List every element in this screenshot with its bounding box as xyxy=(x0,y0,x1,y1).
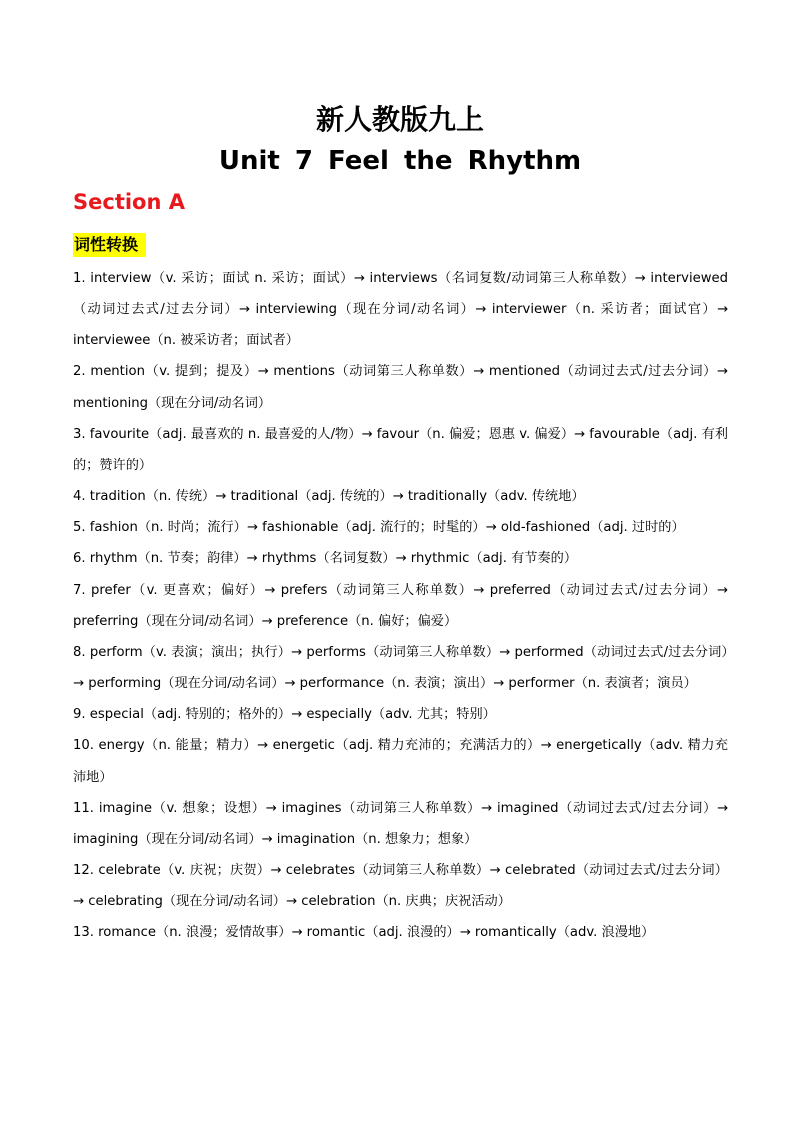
entry-item: 10. energy（n. 能量；精力）→ energetic（adj. 精力充沛的；充满活力的）→ energetically（adv. 精力充沛地） xyxy=(73,738,728,785)
subheading-row xyxy=(73,233,146,259)
entry-item: 4. tradition（n. 传统）→ traditional（adj. 传统的）→ traditionally（adv. 传统地） xyxy=(73,489,585,505)
entry-item: 5. fashion（n. 时尚；流行）→ fashionable（adj. 流行的；时髦的）→ old-fashioned（adj. 过时的） xyxy=(73,520,685,536)
entry-item: 3. favourite（adj. 最喜欢的 n. 最喜爱的人/物）→ favour（n. 偏爱；恩惠 v. 偏爱）→ favourable（adj. 有利的；赞许的） xyxy=(73,426,728,473)
section-heading: Section A xyxy=(73,190,185,214)
entry-item: 7. prefer（v. 更喜欢；偏好）→ prefers（动词第三人称单数）→ preferred（动词过去式/过去分词）→ preferring（现在分词/动名词）→ preference（n. 偏好；偏爱） xyxy=(73,582,728,629)
document-title: 新人教版九上 xyxy=(315,103,484,136)
unit-title: Unit 7 Feel the Rhythm xyxy=(218,146,582,176)
entry-item: 11. imagine（v. 想象；设想）→ imagines（动词第三人称单数）→ imagined（动词过去式/过去分词）→ imagining（现在分词/动名词）→ imagination（n. 想象力；想象） xyxy=(73,800,728,847)
entry-item: 8. perform（v. 表演；演出；执行）→ performs（动词第三人称单数）→ performed（动词过去式/过去分词）→ performing（现在分词/动名词）→ performance（n. 表演；演出）→ performer（n. 表演者；演员） xyxy=(73,644,728,692)
entry-item: 12. celebrate（v. 庆祝；庆贺）→ celebrates（动词第三人称单数）→ celebrated（动词过去式/过去分词）→ celebrating（现在分词/动名词）→ celebration（n. 庆典；庆祝活动） xyxy=(73,862,728,910)
entry-item: 6. rhythm（n. 节奏；韵律）→ rhythms（名词复数）→ rhythmic（adj. 有节奏的） xyxy=(73,551,578,567)
entries-list xyxy=(73,263,728,948)
entry-item: 2. mention（v. 提到；提及）→ mentions（动词第三人称单数）→ mentioned（动词过去式/过去分词）→ mentioning（现在分词/动名词） xyxy=(73,364,728,411)
entry-item: 13. romance（n. 浪漫；爱情故事）→ romantic（adj. 浪漫的）→ romantically（adv. 浪漫地） xyxy=(73,925,655,941)
subheading: 词性转换 xyxy=(73,233,146,257)
entry-item: 1. interview（v. 采访；面试 n. 采访；面试）→ interviews（名词复数/动词第三人称单数）→ interviewed（动词过去式/过去分词）→ interviewing（现在分词/动名词）→ interviewer（n. 采访者；面试官）→ interviewee（n. 被采访者；面试者） xyxy=(73,271,728,349)
entry-item: 9. especial（adj. 特别的；格外的）→ especially（adv. 尤其；特别） xyxy=(73,707,496,723)
